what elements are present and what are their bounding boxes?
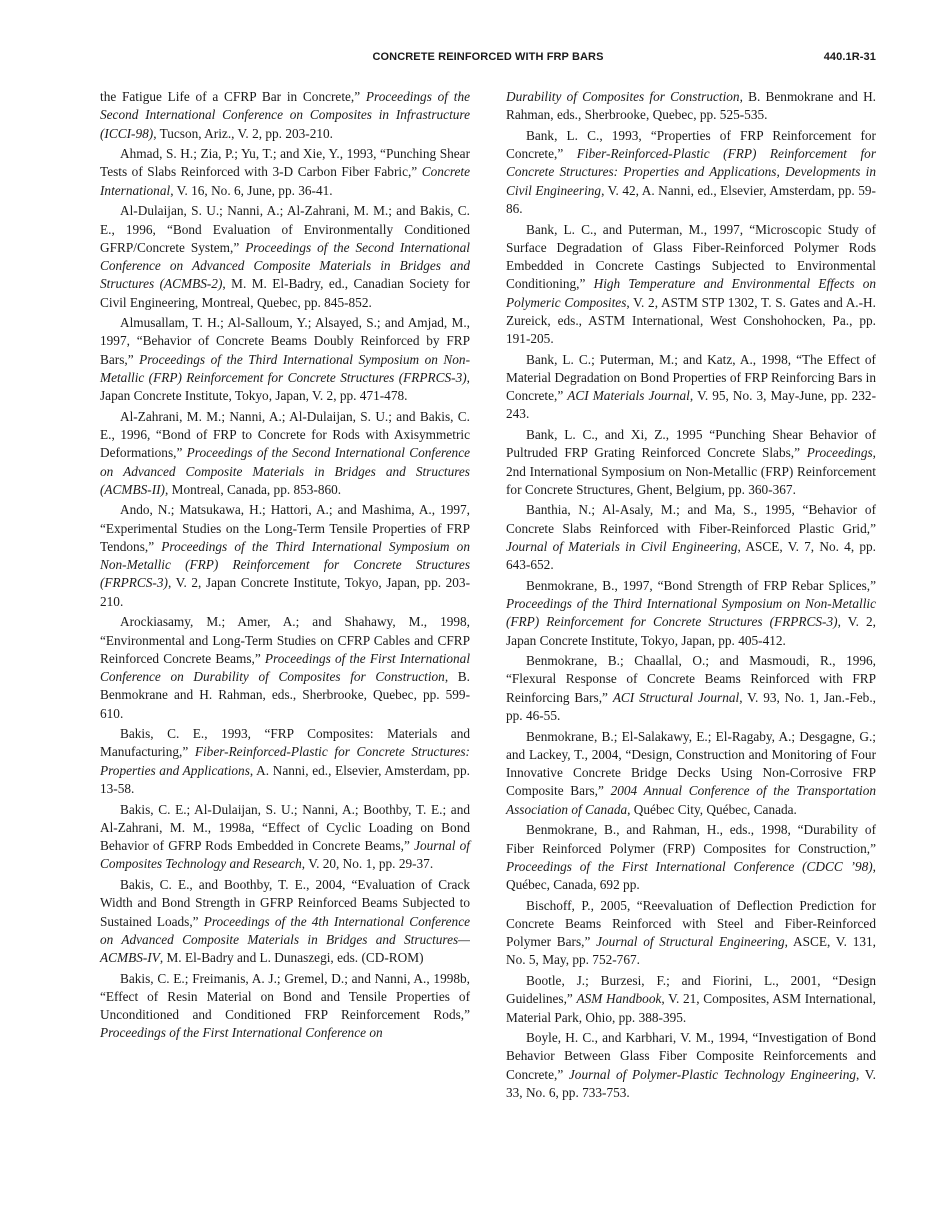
reference-title: Journal of Composites Technology and Research: [100, 838, 470, 872]
reference-text: Bakis, C. E.; Freimanis, A. J.; Gremel, D.; and Nanni, A., 1998b, “Effect of Resin Material on Bond and Tensile Properties of Unconditioned and Conditioned FRP Reinforcement Rods,”: [100, 970, 470, 1023]
reference-text: , M. El-Badry and L. Dunaszegi, eds. (CD-ROM): [159, 950, 424, 966]
reference-text: , V. 95, No. 3, May-June, pp. 232-243.: [506, 388, 877, 422]
reference-title: Journal of Materials in Civil Engineering: [506, 538, 738, 554]
reference-text: Ahmad, S. H.; Zia, P.; Yu, T.; and Xie, Y., 1993, “Punching Shear Tests of Slabs Reinforced with 3-D Carbon Fiber Fabric,”: [100, 146, 470, 180]
reference-entry: [100, 88, 470, 143]
reference-text: , B. Benmokrane and H. Rahman, eds., Sherbrooke, Quebec, pp. 599-610.: [100, 669, 470, 721]
reference-text: Bakis, C. E.; Al-Dulaijan, S. U.; Nanni, A.; Boothby, T. E.; and Al-Zahrani, M. M., 1998a, “Effect of Cyclic Loading on Bond Behavior of GFRP Rods Embedded in Concrete Beams,”: [100, 801, 470, 854]
reference-text: Banthia, N.; Al-Asaly, M.; and Ma, S., 1995, “Behavior of Concrete Slabs Reinforced with Fiber-Reinforced Plastic Grid,”: [506, 502, 876, 536]
reference-text: , V. 2, Japan Concrete Institute, Tokyo, Japan, pp. 405-412.: [506, 614, 876, 648]
reference-text: Al-Dulaijan, S. U.; Nanni, A.; Al-Zahrani, M. M.; and Bakis, C. E., 1996, “Bond Evaluation of Environmentally Conditioned GFRP/Concrete System,”: [100, 203, 470, 255]
reference-title: Concrete International: [100, 164, 470, 198]
reference-text: Bootle, J.; Burzesi, F.; and Fiorini, L., 2001, “Design Guidelines,”: [506, 973, 876, 1007]
reference-entry: [506, 88, 876, 125]
reference-title: Proceedings of the Third International Symposium on Non-Metallic (FRP) Reinforcement for Concrete Structures (FRPRCS-3): [100, 538, 470, 591]
reference-title: Proceedings of the First International Conference on: [100, 1025, 383, 1041]
page-header: [100, 51, 876, 67]
reference-title: ASM Handbook: [576, 991, 662, 1007]
reference-entry: [506, 728, 876, 819]
reference-title: Proceedings of the 4th International Conference on Advanced Composite Materials in Bridges and Structures—ACMBS-IV: [100, 913, 471, 966]
reference-entry: [506, 221, 876, 349]
reference-entry: [100, 501, 470, 611]
reference-text: , V. 42, A. Nanni, ed., Elsevier, Amsterdam, pp. 59-86.: [506, 182, 876, 216]
reference-text: , V. 21, Composites, ASM International, Material Park, Ohio, pp. 388-395.: [506, 991, 876, 1025]
reference-text: Benmokrane, B.; El-Salakawy, E.; El-Ragaby, A.; Desgagne, G.; and Lackey, T., 2004, “Design, Construction and Monitoring of Four Innovative Concrete Bridge Decks Using Non-Corrosive FRP Composite Bars,”: [506, 728, 876, 799]
reference-entry: [506, 821, 876, 894]
reference-text: Benmokrane, B.; Chaallal, O.; and Masmoudi, R., 1996, “Flexural Response of Concrete Beams Reinforced with FRP Reinforcing Bars,”: [506, 653, 876, 705]
reference-title: Proceedings of the Third International Symposium on Non-Metallic (FRP) Reinforcement for Concrete Structures (FRPRCS-3): [506, 596, 876, 630]
reference-text: , Québec, Canada, 692 pp.: [506, 858, 876, 893]
reference-entry: [506, 972, 876, 1027]
reference-text: Boyle, H. C., and Karbhari, V. M., 1994, “Investigation of Bond Behavior Between Glass Fiber Composite Reinforcements and Concrete,”: [506, 1030, 876, 1082]
reference-title: High Temperature and Environmental Effects on Polymeric Composites: [506, 276, 876, 310]
reference-text: Benmokrane, B., 1997, “Bond Strength of FRP Rebar Splices,”: [526, 577, 876, 593]
reference-text: Al-Zahrani, M. M.; Nanni, A.; Al-Dulaijan, S. U.; and Bakis, C. E., 1996, “Bond of FRP to Concrete for Rods with Axisymmetric Deformations,”: [100, 408, 470, 461]
reference-text: , V. 20, No. 1, pp. 29-37.: [301, 856, 434, 872]
reference-entry: [100, 314, 470, 405]
reference-title: Fiber-Reinforced-Plastic for Concrete Structures: Properties and Applications: [100, 744, 470, 778]
reference-entry: [506, 897, 876, 970]
page-number: 440.1R-31: [823, 51, 876, 63]
reference-text: Arockiasamy, M.; Amer, A.; and Shahawy, M., 1998, “Environmental and Long-Term Studies on CFRP Cables and CFRP Reinforced Concrete Beams,”: [100, 614, 470, 666]
reference-text: Bank, L. C., and Xi, Z., 1995 “Punching Shear Behavior of Pultruded FRP Grating Reinforced Concrete Slabs,”: [506, 427, 876, 461]
reference-text: , ASCE, V. 131, No. 5, May, pp. 752-767.: [506, 934, 876, 968]
reference-text: Bank, L. C.; Puterman, M.; and Katz, A., 1998, “The Effect of Material Degradation on Bond Properties of FRP Reinforcing Bars in Concrete,”: [506, 351, 876, 404]
reference-text: , Montreal, Canada, pp. 853-860.: [164, 481, 342, 497]
reference-entry: [100, 202, 470, 312]
reference-text: , V. 2, Japan Concrete Institute, Tokyo, Japan, pp. 203-210.: [100, 575, 470, 609]
running-title: CONCRETE REINFORCED WITH FRP BARS: [372, 51, 604, 63]
reference-title: Proceedings: [806, 445, 873, 461]
reference-title: ACI Materials Journal: [567, 388, 690, 404]
reference-text: , V. 16, No. 6, June, pp. 36-41.: [170, 182, 333, 198]
reference-text: Bischoff, P., 2005, “Reevaluation of Deflection Prediction for Concrete Beams Reinforced with Steel and Fiber-Reinforced Polymer Bars,”: [506, 897, 876, 950]
reference-text: Ando, N.; Matsukawa, H.; Hattori, A.; and Mashima, A., 1997, “Experimental Studies on the Long-Term Tensile Properties of FRP Tendons,”: [100, 502, 470, 554]
reference-text: , V. 33, No. 6, pp. 733-753.: [506, 1066, 876, 1100]
reference-text: the Fatigue Life of a CFRP Bar in Concrete,”: [100, 89, 366, 104]
reference-text: , V. 2, ASTM STP 1302, T. S. Gates and A.-H. Zureick, eds., ASTM International, West Conshohocken, Pa., pp. 191-205.: [506, 294, 876, 347]
reference-title: Journal of Polymer-Plastic Technology Engineering: [568, 1066, 857, 1082]
reference-text: , Japan Concrete Institute, Tokyo, Japan, V. 2, pp. 471-478.: [100, 369, 470, 404]
reference-entry: [506, 127, 876, 218]
reference-text: , ASCE, V. 7, No. 4, pp. 643-652.: [506, 538, 876, 573]
reference-entry: [100, 613, 470, 723]
reference-entry: [100, 408, 470, 499]
reference-title: Proceedings of the First International Conference on Durability of Composites for Construction: [100, 650, 471, 685]
reference-text: , Tucson, Ariz., V. 2, pp. 203-210.: [153, 125, 333, 141]
reference-entry: [506, 426, 876, 499]
reference-entry: [100, 970, 470, 1043]
reference-entry: [506, 351, 876, 424]
reference-title: Proceedings of the First International Conference (CDCC ’98): [506, 858, 873, 874]
reference-entry: [506, 501, 876, 574]
reference-entry: [100, 725, 470, 798]
reference-entry: [100, 801, 470, 874]
reference-text: Bakis, C. E., and Boothby, T. E., 2004, “Evaluation of Crack Width and Bond Strength in GFRP Reinforced Beams Subjected to Sustained Loads,”: [100, 877, 470, 929]
reference-title: Proceedings of the Second International Conference on Composites in Infrastructure (ICCI-98): [100, 89, 470, 141]
reference-text: Bakis, C. E., 1993, “FRP Composites: Materials and Manufacturing,”: [100, 726, 470, 760]
reference-entry: [100, 876, 470, 967]
reference-title: ACI Structural Journal: [612, 689, 740, 705]
reference-title: Fiber-Reinforced-Plastic (FRP) Reinforcement for Concrete Structures: Properties and Applications, Developments in Civil Engineering: [506, 146, 876, 198]
right-reference-column: [506, 88, 876, 1105]
reference-text: Bank, L. C., 1993, “Properties of FRP Reinforcement for Concrete,”: [506, 127, 876, 162]
reference-text: , Québec City, Québec, Canada.: [627, 801, 797, 817]
reference-entry: [506, 577, 876, 650]
left-reference-column: [100, 88, 470, 1045]
reference-text: , B. Benmokrane and H. Rahman, eds., Sherbrooke, Quebec, pp. 525-535.: [506, 89, 876, 123]
reference-title: Proceedings of the Second International Conference on Advanced Composite Materials in Bridges and Structures (ACMBS-II): [100, 445, 471, 497]
reference-title: 2004 Annual Conference of the Transportation Association of Canada: [506, 783, 877, 817]
reference-title: Durability of Composites for Construction: [506, 89, 740, 104]
reference-text: Almusallam, T. H.; Al-Salloum, Y.; Alsayed, S.; and Amjad, M., 1997, “Behavior of Concrete Beams Doubly Reinforced by FRP Bars,”: [100, 315, 470, 367]
reference-title: Journal of Structural Engineering: [596, 934, 785, 950]
reference-text: , A. Nanni, ed., Elsevier, Amsterdam, pp. 13-58.: [100, 762, 470, 796]
reference-text: , 2nd International Symposium on Non-Metallic (FRP) Reinforcement for Concrete Structures, Ghent, Belgium, pp. 360-367.: [506, 445, 876, 497]
reference-text: Bank, L. C., and Puterman, M., 1997, “Microscopic Study of Surface Degradation of Glass Fiber-Reinforced Polymer Rods Embedded in Concrete Castings Subjected to Environmental Conditioning,”: [506, 221, 876, 292]
reference-text: Benmokrane, B., and Rahman, H., eds., 1998, “Durability of Fiber Reinforced Polymer (FRP) Composites for Construction,”: [506, 822, 876, 856]
reference-entry: [506, 652, 876, 725]
reference-entry: [100, 145, 470, 200]
reference-text: , M. M. El-Badry, ed., Canadian Society for Civil Engineering, Montreal, Quebec, pp. 845-852.: [100, 276, 471, 310]
reference-title: Proceedings of the Second International Conference on Advanced Composite Materials in Bridges and Structures (ACMBS-2): [100, 239, 470, 292]
reference-entry: [506, 1029, 876, 1102]
reference-text: , V. 93, No. 1, Jan.-Feb., pp. 46-55.: [506, 689, 876, 723]
reference-title: Proceedings of the Third International Symposium on Non-Metallic (FRP) Reinforcement for Concrete Structures (FRPRCS-3): [100, 351, 470, 385]
